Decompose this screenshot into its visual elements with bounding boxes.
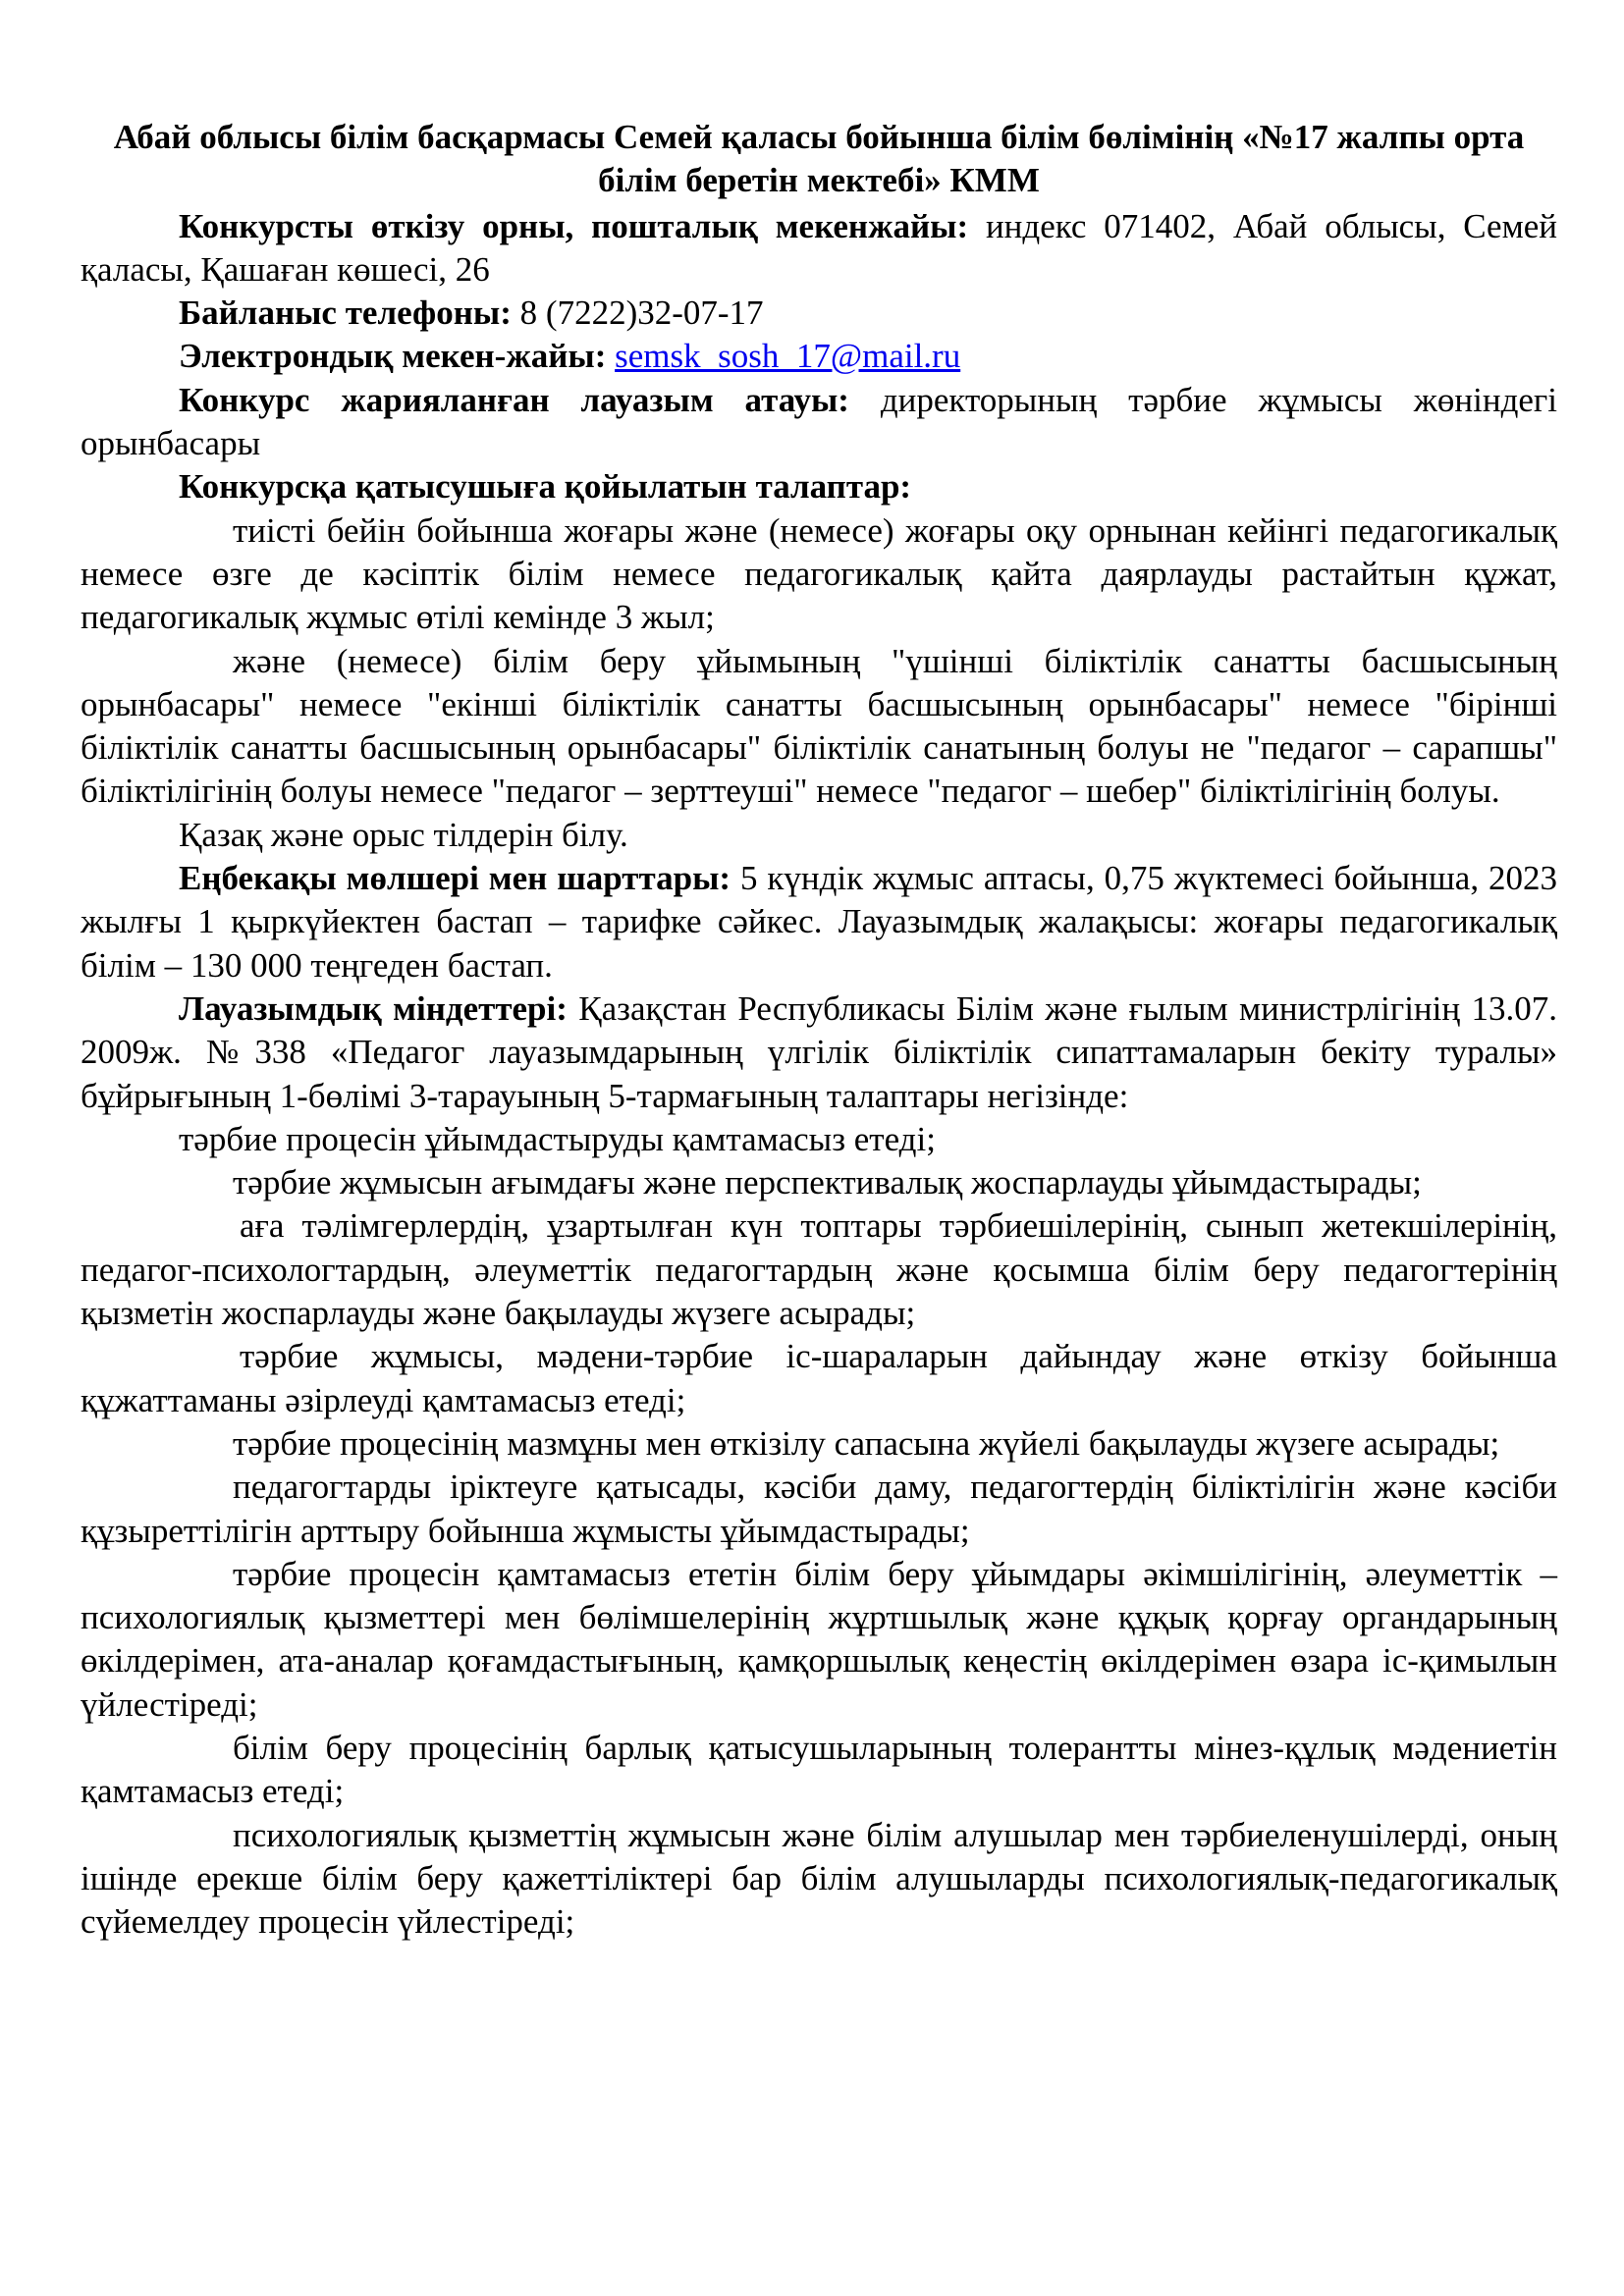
duty-item: аға тәлімгерлердің, ұзартылған күн топтары тәрбиешілерінің, сынып жетекшілерінің, педагог-психологтардың, әлеуметтік педагогтардың және қосымша білім беру педагогтерінің қызметін жоспарлауды және бақылауды жүзеге асырады;: [81, 1206, 1557, 1333]
duty-item: педагогтарды іріктеуге қатысады, кәсіби даму, педагогтердің біліктілігін және кәсіби құзыреттілігін арттыру бойынша жұмысты ұйымдастырады;: [81, 1468, 1557, 1550]
document-title: Абай облысы білім басқармасы Семей қаласы бойынша білім бөлімінің «№17 жалпы орта білім беретін мектебі» КММ: [113, 118, 1525, 200]
requirements-heading: Конкурсқа қатысушыға қойылатын талаптар:: [179, 467, 912, 507]
duty-item: психологиялық қызметтің жұмысын және білім алушылар мен тәрбиеленушілерді, оның ішінде ерекше білім беру қажеттіліктері бар білім алушыларды психологиялық-педагогикалық сүйемелдеу процесін үйлестіреді;: [81, 1815, 1557, 1942]
venue-label: Конкурсты өткізу орны, пошталық мекенжайы:: [179, 206, 969, 245]
duties-label: Лауазымдық міндеттері:: [179, 988, 568, 1028]
salary-value: 5 күндік жұмыс аптасы, 0,75 жүктемесі бойынша, 2023 жылғы 1 қыркүйектен бастап – тарифке сәйкес. Лауазымдық жалақысы: жоғары педагогикалық білім – 130 000 теңгеден бастап.: [81, 859, 1557, 985]
duties-paragraph: [81, 988, 1557, 1118]
duty-item: тәрбие процесінің мазмұны мен өткізілу сапасына жүйелі бақылауды жүзеге асырады;: [233, 1423, 1500, 1463]
duty-item: білім беру процесінің барлық қатысушыларының толерантты мінез-құлық мәдениетін қамтамасыз етеді;: [81, 1728, 1557, 1811]
requirement-item: Қазақ және орыс тілдерін білу.: [179, 815, 628, 854]
requirement-item: және (немесе) білім беру ұйымының "үшінші біліктілік санатты басшысының орынбасары" немесе "екінші біліктілік санатты басшысының орынбасары" немесе "бірінші біліктілік санатты басшысының орынбасары" біліктілік санатының болуы не "педагог – сарапшы" біліктілігінің болуы немесе "педагог – зерттеуші" немесе "педагог – шебер" біліктілігінің болуы.: [81, 641, 1557, 811]
phone-label: Байланыс телефоны:: [179, 294, 512, 333]
document-page: [81, 116, 1557, 1944]
email-link[interactable]: semsk_sosh_17@mail.ru: [615, 337, 961, 376]
position-value: директорының тәрбие жұмысы жөніндегі орынбасары: [81, 380, 1558, 463]
duties-intro: Қазақстан Республикасы Білім және ғылым министрлігінің 13.07. 2009ж. №338 «Педагог лауазымдарының үлгілік біліктілік сипаттамаларын бекіту туралы» бұйрығының 1-бөлімі 3-тарауының 5-тармағының талаптары негізінде:: [81, 988, 1557, 1115]
email-paragraph: [81, 335, 1557, 378]
salary-label: Еңбекақы мөлшері мен шарттары:: [179, 859, 731, 898]
requirement-item: тиісті бейін бойынша жоғары және (немесе) жоғары оқу орнынан кейінгі педагогикалық немесе өзге де кәсіптік білім немесе педагогикалық қайта даярлауды растайтын құжат, педагогикалық жұмыс өтілі кемінде 3 жыл;: [81, 510, 1557, 637]
email-label: Электрондық мекен-жайы:: [179, 337, 607, 376]
salary-paragraph: [81, 857, 1557, 988]
venue-paragraph: [81, 205, 1557, 293]
position-paragraph: [81, 379, 1557, 466]
venue-value: индекс 071402, Абай облысы, Семей қаласы, Қашаған көшесі, 26: [81, 206, 1557, 289]
phone-value: 8 (7222)32-07-17: [511, 294, 764, 333]
duty-item: тәрбие процесін қамтамасыз ететін білім беру ұйымдары әкімшілігінің, әлеуметтік – психологиялық қызметтері мен бөлімшелерінің жұртшылық және құқық қорғау органдарының өкілдерімен, ата-аналар қоғамдастығының, қамқоршылық кеңестің өкілдерімен өзара іс-қимылын үйлестіреді;: [81, 1554, 1557, 1724]
duty-item: тәрбие жұмысын ағымдағы және перспективалық жоспарлауды ұйымдастырады;: [233, 1163, 1422, 1202]
phone-paragraph: [81, 292, 1557, 335]
position-label: Конкурс жарияланған лауазым атауы:: [179, 380, 849, 419]
duty-item: тәрбие процесін ұйымдастыруды қамтамасыз етеді;: [179, 1119, 936, 1158]
duty-item: тәрбие жұмысы, мәдени-тәрбие іс-шараларын дайындау және өткізу бойынша құжаттаманы әзірлеуді қамтамасыз етеді;: [81, 1337, 1557, 1419]
